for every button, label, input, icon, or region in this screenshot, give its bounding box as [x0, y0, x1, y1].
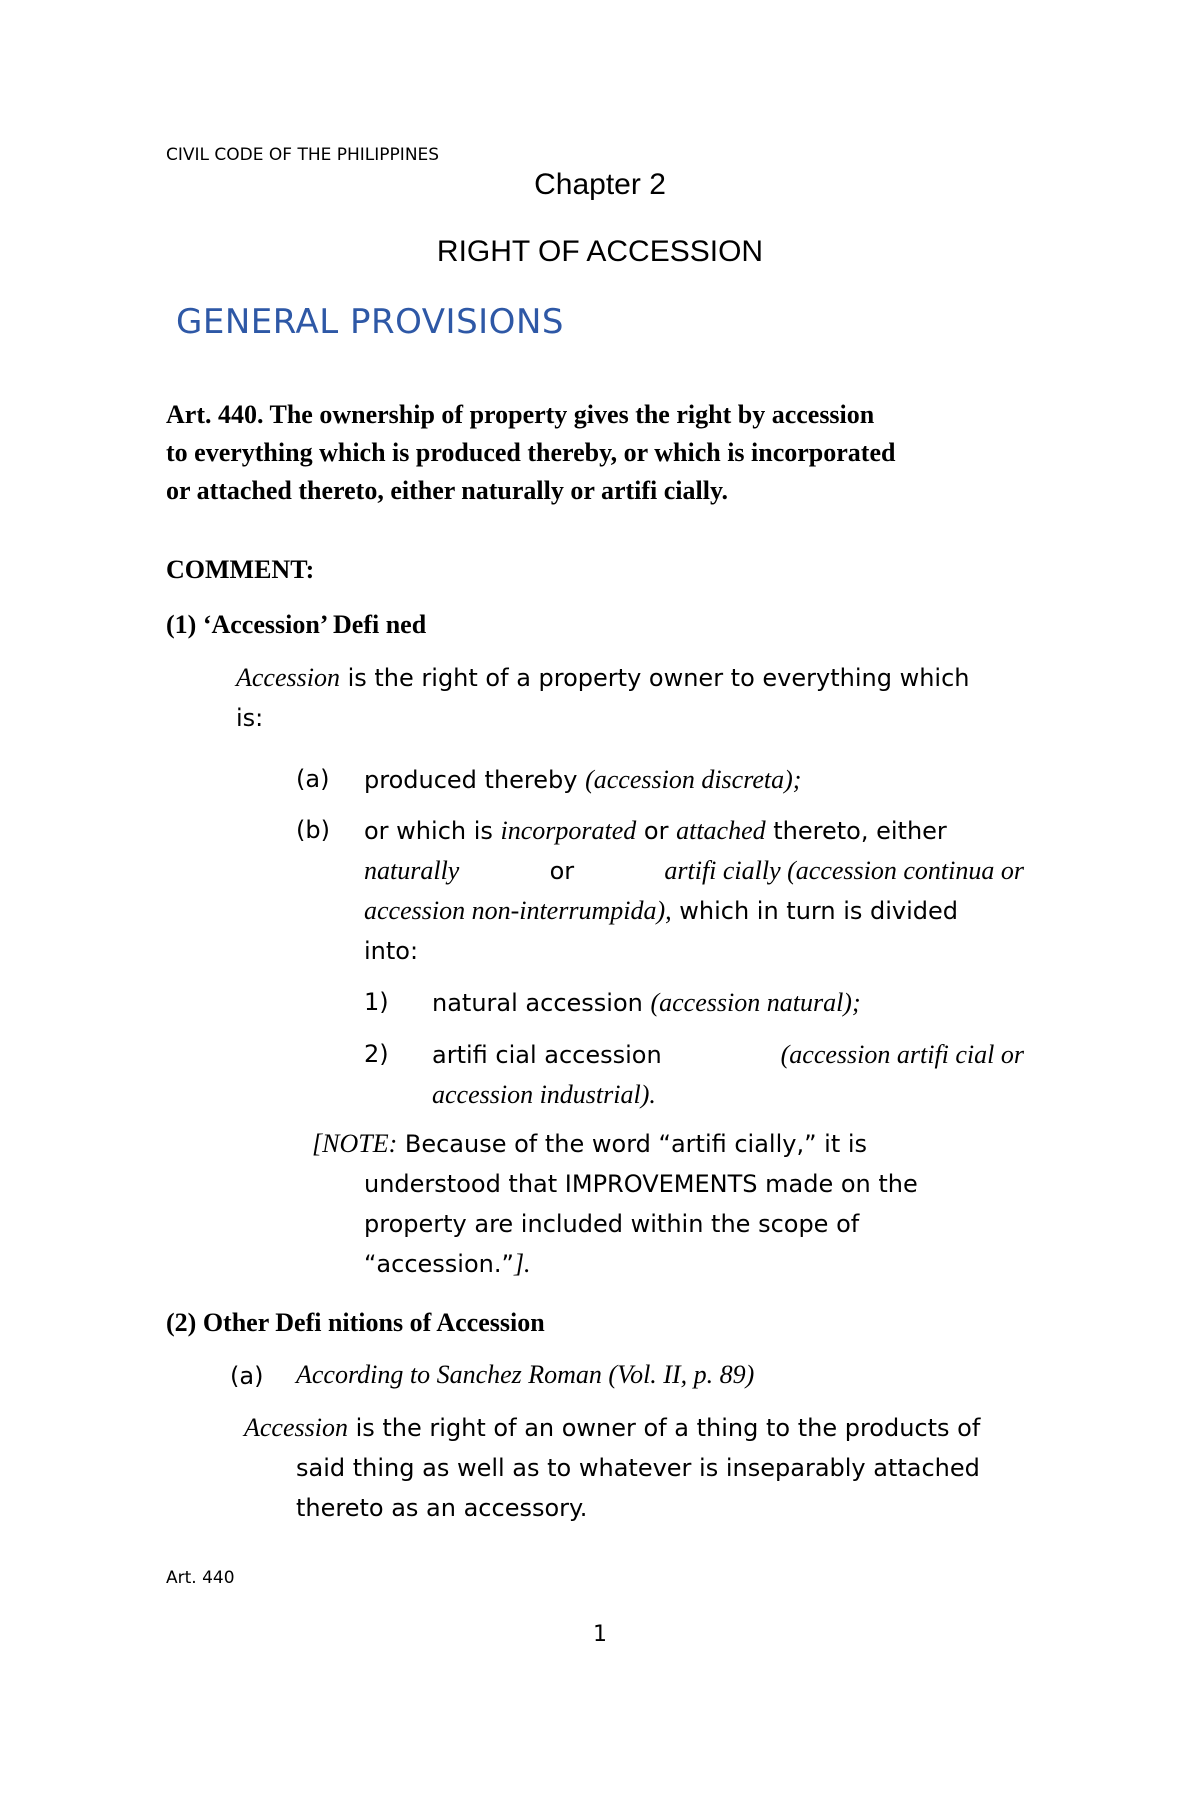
- item-italic: incorporated: [500, 816, 637, 845]
- section-title: GENERAL PROVISIONS: [176, 302, 564, 342]
- definition-line: is:: [236, 704, 264, 732]
- comment-label: COMMENT:: [166, 555, 315, 584]
- article-line: Art. 440. The ownership of property gives the right by accession: [166, 400, 875, 429]
- item-text: artifi cial accession: [432, 1041, 662, 1069]
- page-number: 1: [593, 1622, 607, 1647]
- definition-line: thereto as an accessory.: [296, 1494, 588, 1522]
- accession-definition: [236, 658, 1036, 738]
- note-line: [312, 1244, 1012, 1284]
- part1-heading: (1) ‘Accession’ Defi ned: [166, 610, 427, 639]
- item-text: produced thereby: [364, 766, 586, 794]
- item-text: natural accession: [432, 989, 651, 1017]
- definition-line: [236, 658, 1036, 698]
- item-line: [364, 851, 1024, 891]
- item-italic: (accession natural);: [650, 988, 861, 1017]
- item-line: [364, 891, 1024, 931]
- item-text: or: [636, 817, 677, 845]
- item-line: [432, 1035, 1024, 1075]
- article-440-text: [166, 396, 1046, 510]
- definition-line: said thing as well as to whatever is inseparably attached: [296, 1454, 980, 1482]
- item-italic: (accession artifi cial or: [780, 1040, 1024, 1069]
- item-line: [364, 811, 1024, 851]
- list-item-b: [364, 811, 1024, 971]
- item-text: or which is: [364, 817, 501, 845]
- note-text: Because of the word “artifi cially,” it is: [397, 1130, 868, 1158]
- item-italic: accession industrial).: [432, 1080, 656, 1109]
- note-text: “accession.”: [364, 1250, 514, 1278]
- item-text: or: [549, 857, 575, 885]
- list-marker-1: 1): [364, 988, 389, 1016]
- item-italic: artifi cially (accession continua or: [664, 856, 1024, 885]
- item-italic: attached: [676, 816, 766, 845]
- note-block: [312, 1124, 1012, 1284]
- term-accession: Accession: [236, 663, 340, 692]
- note-close: ].: [513, 1249, 531, 1278]
- note-line: [312, 1124, 1012, 1164]
- running-head: CIVIL CODE OF THE PHILIPPINES: [166, 145, 440, 165]
- article-line: to everything which is produced thereby, or which is incorporated: [166, 438, 896, 467]
- item-line: into:: [364, 937, 419, 965]
- definition-text: is the right of an owner of a thing to the products of: [347, 1414, 981, 1442]
- definition-text: is the right of a property owner to everything which: [339, 664, 970, 692]
- list-marker-a: (a): [296, 765, 330, 793]
- item-line: [432, 1075, 1024, 1115]
- list-marker-a2: (a): [230, 1362, 264, 1390]
- sub-item-1: [432, 983, 861, 1023]
- item-text: which in turn is divided: [671, 897, 959, 925]
- note-open: [NOTE: [312, 1129, 389, 1158]
- article-line: or attached thereto, either naturally or artifi cially.: [166, 476, 729, 505]
- source-citation: According to Sanchez Roman (Vol. II, p. 89): [296, 1360, 755, 1389]
- footer-article-ref: Art. 440: [166, 1568, 235, 1588]
- item-text: thereto, either: [765, 817, 947, 845]
- definition-line: [244, 1408, 1044, 1448]
- chapter-heading: Chapter 2: [534, 168, 666, 201]
- item-italic: naturally: [364, 856, 460, 885]
- note-line: understood that IMPROVEMENTS made on the: [364, 1170, 918, 1198]
- note-colon: :: [388, 1129, 398, 1158]
- term-accession: Accession: [244, 1413, 348, 1442]
- item-italic: accession non-interrumpida),: [364, 896, 672, 925]
- sub-item-2: [432, 1035, 1024, 1115]
- list-item-a: [364, 760, 801, 800]
- part2-heading: (2) Other Defi nitions of Accession: [166, 1308, 545, 1337]
- sanchez-roman-definition: [244, 1408, 1044, 1528]
- note-line: property are included within the scope of: [364, 1210, 860, 1238]
- item-italic: (accession discreta);: [585, 765, 802, 794]
- list-marker-2: 2): [364, 1040, 389, 1068]
- chapter-title: RIGHT OF ACCESSION: [436, 235, 764, 268]
- list-marker-b: (b): [296, 816, 330, 844]
